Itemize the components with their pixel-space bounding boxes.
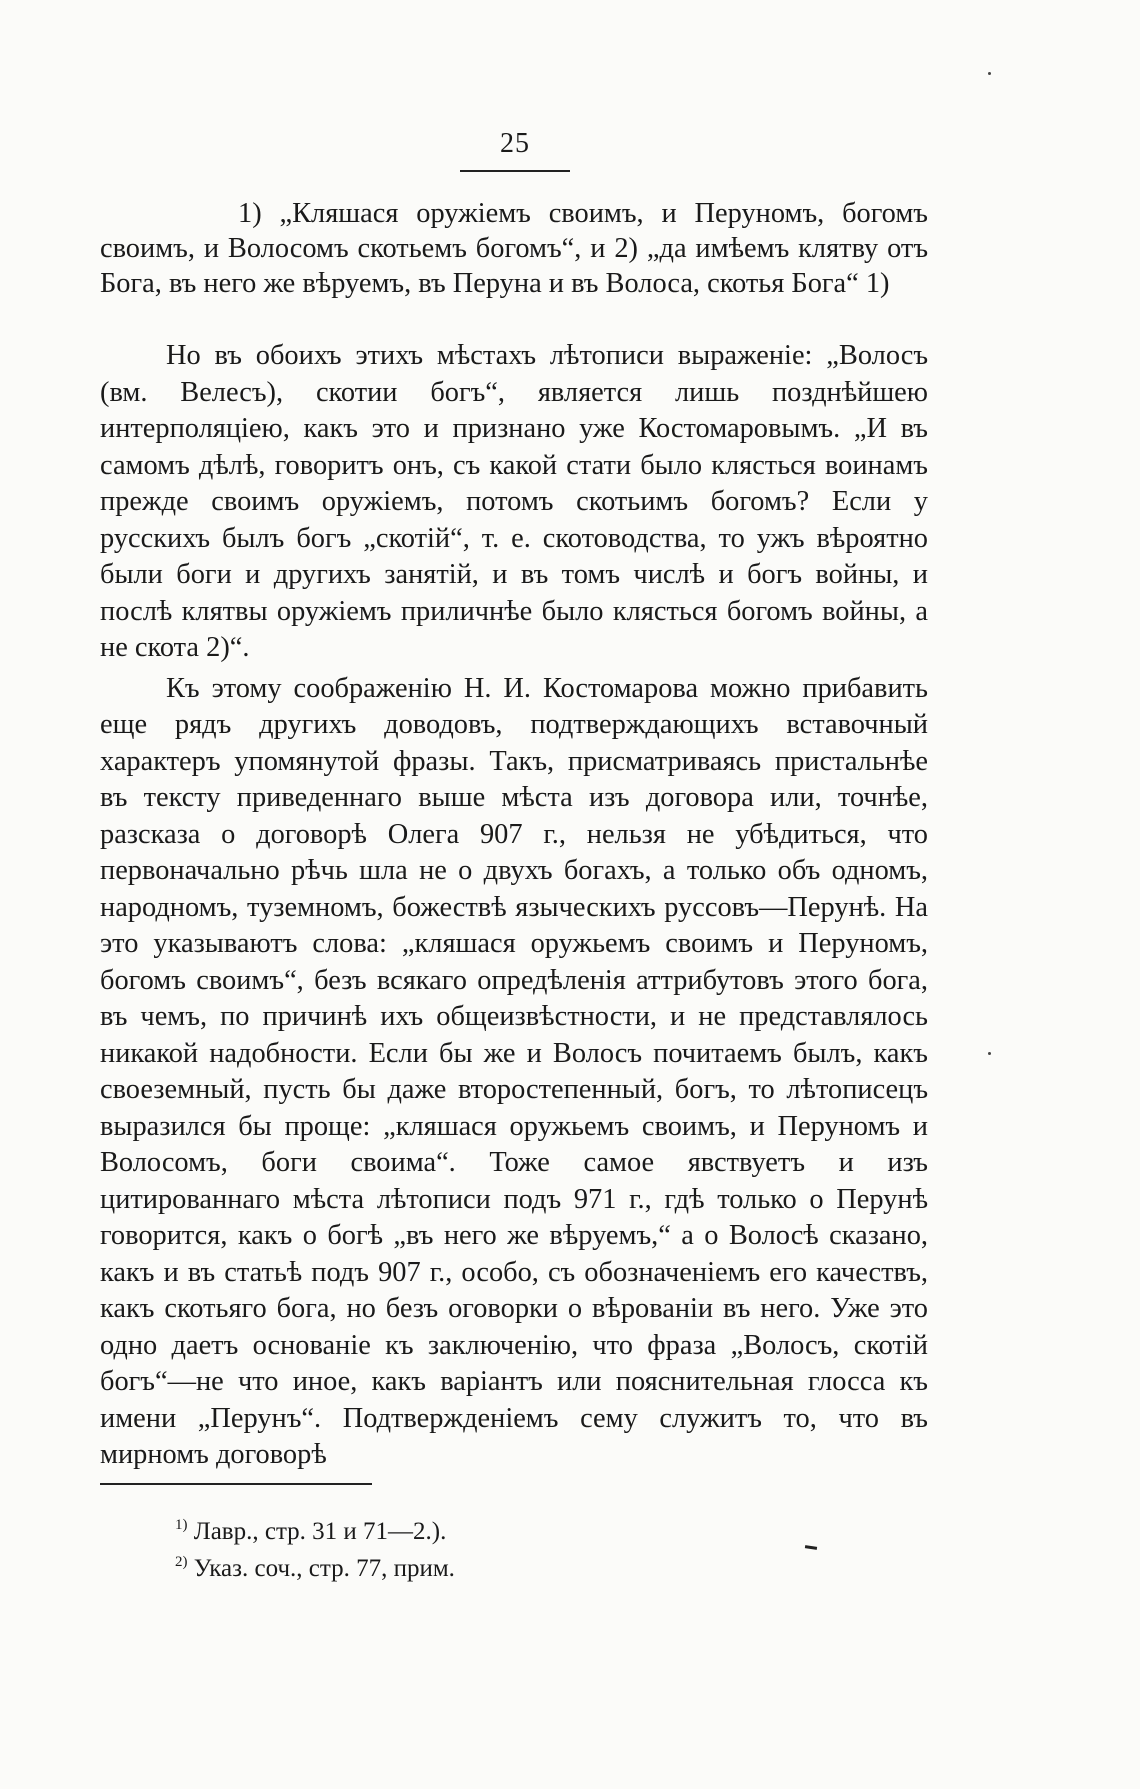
paragraph-2: Къ этому соображенію Н. И. Костомарова можно прибавить еще рядъ другихъ доводовъ, подтверждающихъ вставочный характеръ упомянутой фразы. Такъ, присматриваясь пристальнѣе въ тексту приведеннаго выше мѣста изъ договора или, точнѣе, разсказа о договорѣ Олега 907 г., нельзя не убѣдиться, что первоначально рѣчь шла не о двухъ богахъ, а только объ одномъ, народномъ, туземномъ, божествѣ языческихъ руссовъ—Перунѣ. На это указываютъ слова: „кляшася оружьемъ своимъ и Перуномъ, богомъ своимъ“, безъ всякаго опредѣленія аттрибутовъ этого бога, въ чемъ, по причинѣ ихъ общеизвѣстности, и не представлялось никакой надобности. Если бы же и Волосъ почитаемъ былъ, какъ своеземный, пусть бы даже второстепенный, богъ, то лѣтописецъ выразился бы проще: „кляшася оружьемъ своимъ, и Перуномъ и Волосомъ, боги своима“. Тоже самое явствуетъ и изъ цитированнаго мѣста лѣтописи подъ 971 г., гдѣ только о Перунѣ говорится, какъ о богѣ „въ него же вѣруемъ,“ а о Волосѣ сказано, какъ и въ статьѣ подъ 907 г., особо, съ обозначеніемъ его качествъ, какъ скотьяго бога, но безъ оговорки о вѣрованіи въ него. Уже это одно даетъ основаніе къ заключенію, что фраза „Волосъ, скотій богъ“—не что иное, какъ варіантъ или пояснительная глосса къ имени „Перунъ“. Подтвержденіемъ сему служитъ то, что въ мирномъ договорѣ — [100, 672, 928, 1470]
main-text — [100, 338, 928, 1474]
page-number: 25 — [500, 128, 530, 159]
quotation-text: 1) „Кляшася оружіемъ своимъ, и Перуномъ, богомъ своимъ, и Волосомъ скотьемъ богомъ“, и 2) „да имѣемъ клятву отъ Бога, въ него же вѣруемъ, въ Перуна и въ Волоса, скотья Бога“ 1) — [100, 198, 928, 299]
footnote-separator — [100, 1483, 372, 1485]
paragraph-1: Но въ обоихъ этихъ мѣстахъ лѣтописи выраженіе: „Волосъ (вм. Велесъ), скотии богъ“, является лишь позднѣйшею интерполяціею, какъ это и признано уже Костомаровымъ. „И въ самомъ дѣлѣ, говоритъ онъ, съ какой стати было клясться воинамъ прежде своимъ оружіемъ, потомъ скотьимъ богомъ? Если у русскихъ былъ богъ „скотій“, т. е. скотоводства, то ужъ вѣроятно были боги и другихъ занятій, и въ томъ числѣ и богъ войны, и послѣ клятвы оружіемъ приличнѣе было клясться богомъ войны, а не скота 2)“. — [100, 340, 928, 663]
footnote-1-mark: 1) — [175, 1517, 188, 1533]
quotation-block — [100, 196, 928, 301]
footnote-1-text: Лавр., стр. 31 и 71—2.). — [193, 1518, 447, 1545]
scan-speck — [988, 1052, 991, 1055]
page-number-rule — [460, 170, 570, 172]
footnote-1 — [175, 1510, 875, 1547]
scan-speck — [988, 72, 991, 75]
footnote-2-text: Указ. соч., стр. 77, прим. — [193, 1555, 455, 1582]
footnote-2-mark: 2) — [175, 1554, 188, 1570]
footnotes — [175, 1510, 875, 1584]
footnote-2 — [175, 1547, 875, 1584]
